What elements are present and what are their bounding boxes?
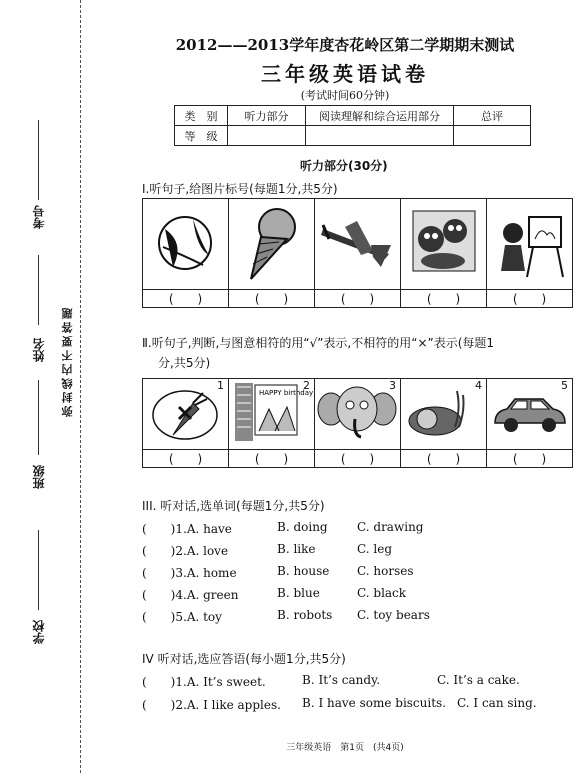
item-number: 1 [217,379,224,392]
score-header-reading: 阅读理解和综合运用部分 [306,106,454,126]
school-line [38,530,39,610]
option-a[interactable]: ( )1.A. have [142,522,232,536]
part3-question [142,564,562,580]
part2-answer-box[interactable]: ( ) [315,450,401,468]
score-cell[interactable] [228,126,306,146]
option-c[interactable]: C. drawing [357,520,424,534]
ball-icon [143,199,228,285]
picture-cell [143,199,229,290]
class-label: 班级 [32,465,46,489]
teddy-bears-icon [401,199,486,285]
option-a[interactable]: ( )1.A. It’s sweet. [142,675,266,689]
exam-subtitle: 三年级英语试卷 [261,62,429,86]
option-c[interactable]: C. It’s a cake. [437,673,520,687]
part2-answer-box[interactable]: ( ) [487,450,573,468]
option-b[interactable]: B. house [277,564,330,578]
part1-answer-box[interactable]: ( ) [143,290,229,308]
option-a[interactable]: ( )4.A. green [142,588,239,602]
card-text: HAPPY birthday [259,389,314,397]
part1-title: I.听句子,给图片标号(每题1分,共5分) [142,182,338,196]
part3-title: III. 听对话,选单词(每题1分,共5分) [142,499,325,513]
picture-cell [401,199,487,290]
bread-icon [401,379,486,445]
option-b[interactable]: B. It’s candy. [302,673,381,687]
part2-answer-box[interactable]: ( ) [229,450,315,468]
score-cell[interactable] [454,126,531,146]
picture-cell [487,199,573,290]
part4-title: IV 听对话,选应答语(每小题1分,共5分) [142,652,346,666]
option-a[interactable]: ( )2.A. I like apples. [142,698,281,712]
option-b[interactable]: B. blue [277,586,320,600]
part3-question [142,608,562,624]
part1-picture-table [142,198,573,308]
item-number: 5 [561,379,568,392]
birthday-card-icon [229,379,314,445]
part2-title-cont: 分,共5分) [158,356,211,370]
option-a[interactable]: ( )3.A. home [142,566,237,580]
exam-no-line [38,120,39,200]
option-b[interactable]: B. doing [277,520,328,534]
score-row-grade: 等 级 [175,126,228,146]
airplane-icon [315,199,400,285]
part2-answer-box[interactable]: ( ) [143,450,229,468]
option-b[interactable]: B. robots [277,608,333,622]
part2-picture-table [142,378,573,468]
carrot-icon [143,379,228,445]
part3-question [142,586,562,602]
part3-question [142,542,562,558]
part1-answer-box[interactable]: ( ) [315,290,401,308]
option-b[interactable]: B. like [277,542,316,556]
class-line [38,380,39,455]
part1-answer-box[interactable]: ( ) [401,290,487,308]
score-header-listening: 听力部分 [228,106,306,126]
seal-dashed-line [80,0,81,773]
option-b[interactable]: B. I have some biscuits. [302,696,447,710]
picture-cell [143,379,229,450]
girl-drawing-icon [487,199,572,285]
exam-no-label: 考号 [32,205,46,229]
item-number: 4 [475,379,482,392]
picture-cell [229,199,315,290]
car-icon [487,379,572,445]
score-cell[interactable] [306,126,454,146]
exam-title: 2012——2013学年度杏花岭区第二学期期末测试 [175,36,515,54]
listening-title: 听力部分(30分) [300,159,388,173]
part1-answer-box[interactable]: ( ) [487,290,573,308]
page-footer: 三年级英语 第1页 (共4页) [286,743,404,753]
exam-time: (考试时间60分钟) [300,89,390,102]
picture-cell [229,379,315,450]
name-line [38,255,39,325]
option-a[interactable]: ( )2.A. love [142,544,229,558]
part2-answer-box[interactable]: ( ) [401,450,487,468]
score-header-category: 类 别 [175,106,228,126]
item-number: 3 [389,379,396,392]
score-header-total: 总评 [454,106,531,126]
part2-title: Ⅱ.听句子,判断,与图意相符的用“√”表示,不相符的用“×”表示(每题1 [142,336,495,350]
option-c[interactable]: C. black [357,586,407,600]
picture-cell [315,199,401,290]
part3-question [142,520,562,536]
school-label: 学校 [32,620,46,644]
option-a[interactable]: ( )5.A. toy [142,610,222,624]
option-c[interactable]: C. horses [357,564,414,578]
part4-question [142,673,562,689]
option-c[interactable]: C. leg [357,542,393,556]
item-number: 2 [303,379,310,392]
part1-answer-box[interactable]: ( ) [229,290,315,308]
score-table [174,105,531,146]
part4-question [142,696,562,712]
name-label: 姓名 [32,338,46,362]
picture-cell [315,379,401,450]
option-c[interactable]: C. I can sing. [457,696,537,710]
seal-notice: 弥封线内不要答题 [61,305,74,417]
picture-cell [487,379,573,450]
ice-cream-icon [229,199,314,285]
option-c[interactable]: C. toy bears [357,608,430,622]
picture-cell [401,379,487,450]
elephant-icon [315,379,400,445]
